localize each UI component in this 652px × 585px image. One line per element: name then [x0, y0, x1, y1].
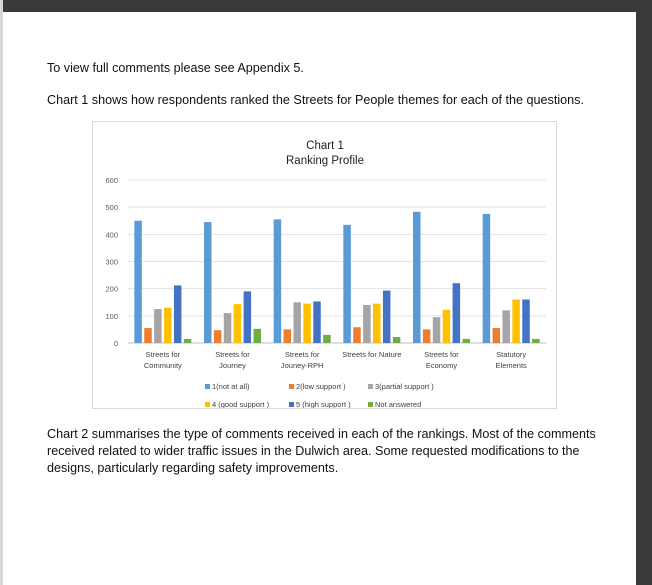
legend-label: Not answered [375, 400, 422, 408]
bar [274, 219, 282, 343]
y-tick-label: 600 [105, 176, 118, 185]
x-category-label: Streets for [215, 350, 250, 359]
bar [144, 328, 152, 343]
bar [204, 222, 212, 343]
x-category-label: Streets for [145, 350, 181, 359]
legend-label: 1(not at all) [212, 382, 250, 391]
y-tick-label: 400 [105, 230, 118, 240]
appendix-note: To view full comments please see Appendix 5. [47, 61, 304, 75]
bar [224, 313, 232, 343]
bar [373, 304, 381, 343]
bar [423, 329, 431, 343]
y-tick-label: 0 [113, 339, 118, 348]
legend-label: 2(low support ) [296, 382, 346, 391]
legend-swatch [289, 402, 294, 407]
bar [393, 337, 401, 343]
bar [353, 327, 361, 343]
legend-swatch [368, 384, 373, 389]
bar [453, 283, 461, 343]
bar [493, 328, 501, 343]
bar [343, 225, 351, 343]
x-category-label: Streets for Nature [342, 350, 402, 359]
x-category-label: Statutory [496, 350, 527, 359]
bar [502, 310, 510, 343]
summary-text: Chart 2 summarises the type of comments received in each of the rankings. Most of the comments received related to wider traffic issues in the Dulwich area. Some requested modifications to the designs, particularly regarding safety improvements. [47, 427, 596, 475]
bar [363, 305, 371, 343]
bar [413, 212, 421, 343]
bar [234, 304, 242, 343]
bar [323, 335, 331, 343]
chart-intro-text: Chart 1 shows how respondents ranked the Streets for People themes for each of the questions. [47, 93, 584, 107]
legend-label: 4 (good support ) [212, 400, 270, 408]
bar [244, 291, 252, 343]
window-top-border [0, 0, 652, 12]
chart-title: Chart 1 [306, 140, 344, 152]
legend-swatch [368, 402, 373, 407]
bar [134, 221, 142, 343]
bar [214, 330, 222, 343]
y-tick-label: 200 [105, 284, 118, 294]
bar [512, 300, 520, 343]
x-category-label: Streets for [284, 350, 320, 359]
bar [184, 339, 192, 343]
legend-swatch [205, 402, 210, 407]
bar [164, 308, 172, 343]
bar [522, 300, 530, 343]
bar [254, 329, 262, 343]
bar [313, 301, 321, 343]
bar [463, 339, 471, 343]
document-page [3, 12, 636, 585]
x-category-label: Economy [425, 361, 458, 370]
y-tick-label: 100 [105, 311, 118, 321]
bar [174, 285, 182, 343]
legend-swatch [205, 384, 210, 389]
x-category-label: Elements [495, 361, 527, 370]
x-category-label: Streets for [424, 350, 459, 359]
window-right-scrollbar[interactable] [636, 0, 652, 585]
chart-container [92, 121, 557, 409]
bar [433, 317, 441, 343]
bar [532, 339, 540, 343]
legend-swatch [289, 384, 294, 389]
y-tick-label: 300 [105, 257, 118, 267]
bar [443, 310, 451, 343]
x-category-label: Community [143, 361, 182, 370]
bar [284, 329, 292, 343]
x-category-label: Journey [219, 361, 246, 370]
x-category-label: Jouney-RPH [280, 361, 324, 370]
chart-subtitle: Ranking Profile [286, 155, 364, 167]
legend-label: 5 (high support ) [296, 400, 351, 408]
ranking-profile-chart [93, 122, 556, 408]
legend-label: 3(partial support ) [375, 382, 434, 391]
bar [303, 304, 311, 343]
bar [293, 302, 301, 343]
bar [383, 291, 391, 343]
y-tick-label: 500 [105, 203, 118, 213]
bar [154, 309, 162, 343]
bar [483, 214, 491, 343]
